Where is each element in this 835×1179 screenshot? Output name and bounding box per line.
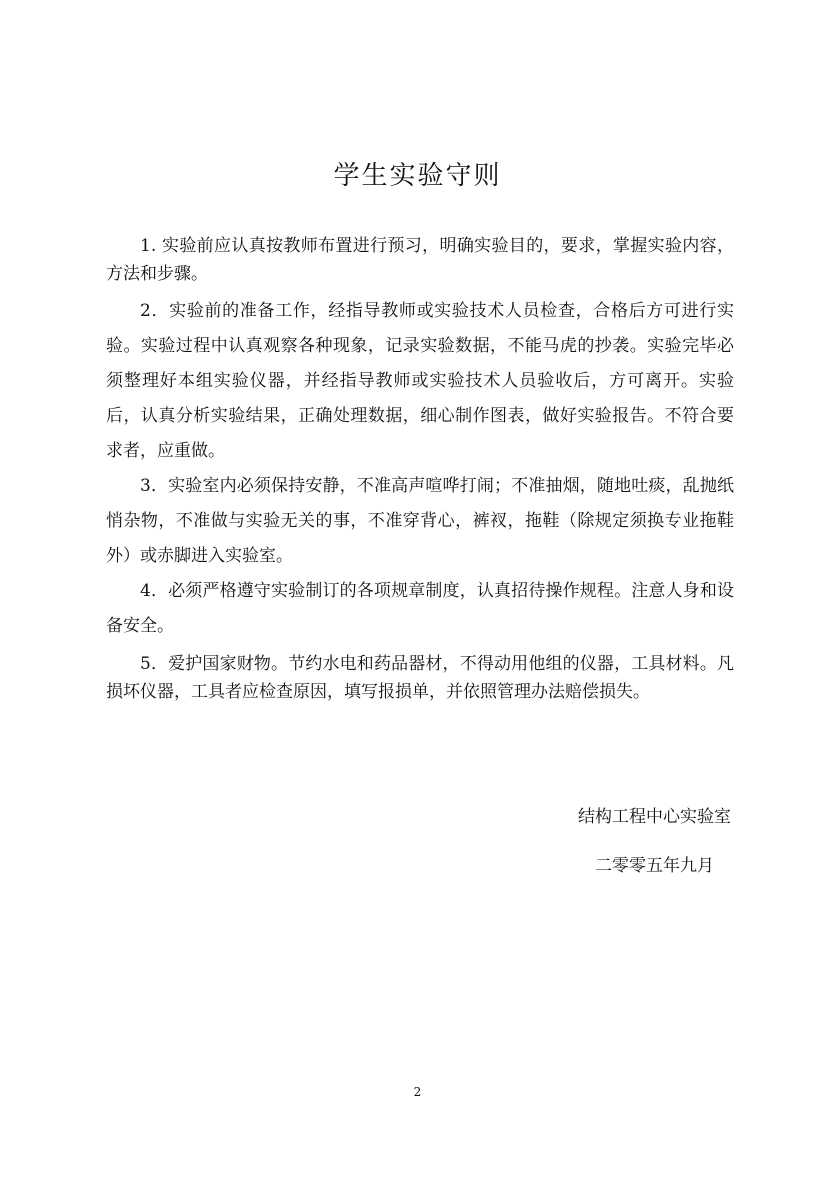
page-number: 2 [413,1085,422,1099]
rule-1: 1. 实验前应认真按教师布置进行预习，明确实验目的，要求，掌握实验内容，方法和步骤。 [106,236,734,284]
signature-date: 二零零五年九月 [595,856,714,876]
signature-organization: 结构工程中心实验室 [578,807,731,827]
rule-3: 3．实验室内必须保持安静，不准高声喧哗打闹；不准抽烟，随地吐痰，乱抛纸悄杂物，不准做与实验无关的事，不准穿背心，裤衩，拖鞋（除规定须换专业拖鞋外）或赤脚进入实验室。 [106,476,734,566]
document-title: 学生实验守则 [333,161,502,191]
rule-4: 4．必须严格遵守实验制订的各项规章制度，认真招待操作规程。注意人身和设备安全。 [106,581,734,636]
rule-5: 5．爱护国家财物。节约水电和药品器材，不得动用他组的仪器，工具材料。凡损坏仪器，工具者应检查原因，填写报损单，并依照管理办法赔偿损失。 [106,654,734,702]
rules-list [106,232,734,706]
rule-2: 2．实验前的准备工作，经指导教师或实验技术人员检查，合格后方可进行实验。实验过程中认真观察各种现象，记录实验数据，不能马虎的抄袭。实验完毕必须整理好本组实验仪器，并经指导教师或实验技术人员验收后，方可离开。实验后，认真分析实验结果，正确处理数据，细心制作图表，做好实验报告。不符合要求者，应重做。 [106,301,734,461]
